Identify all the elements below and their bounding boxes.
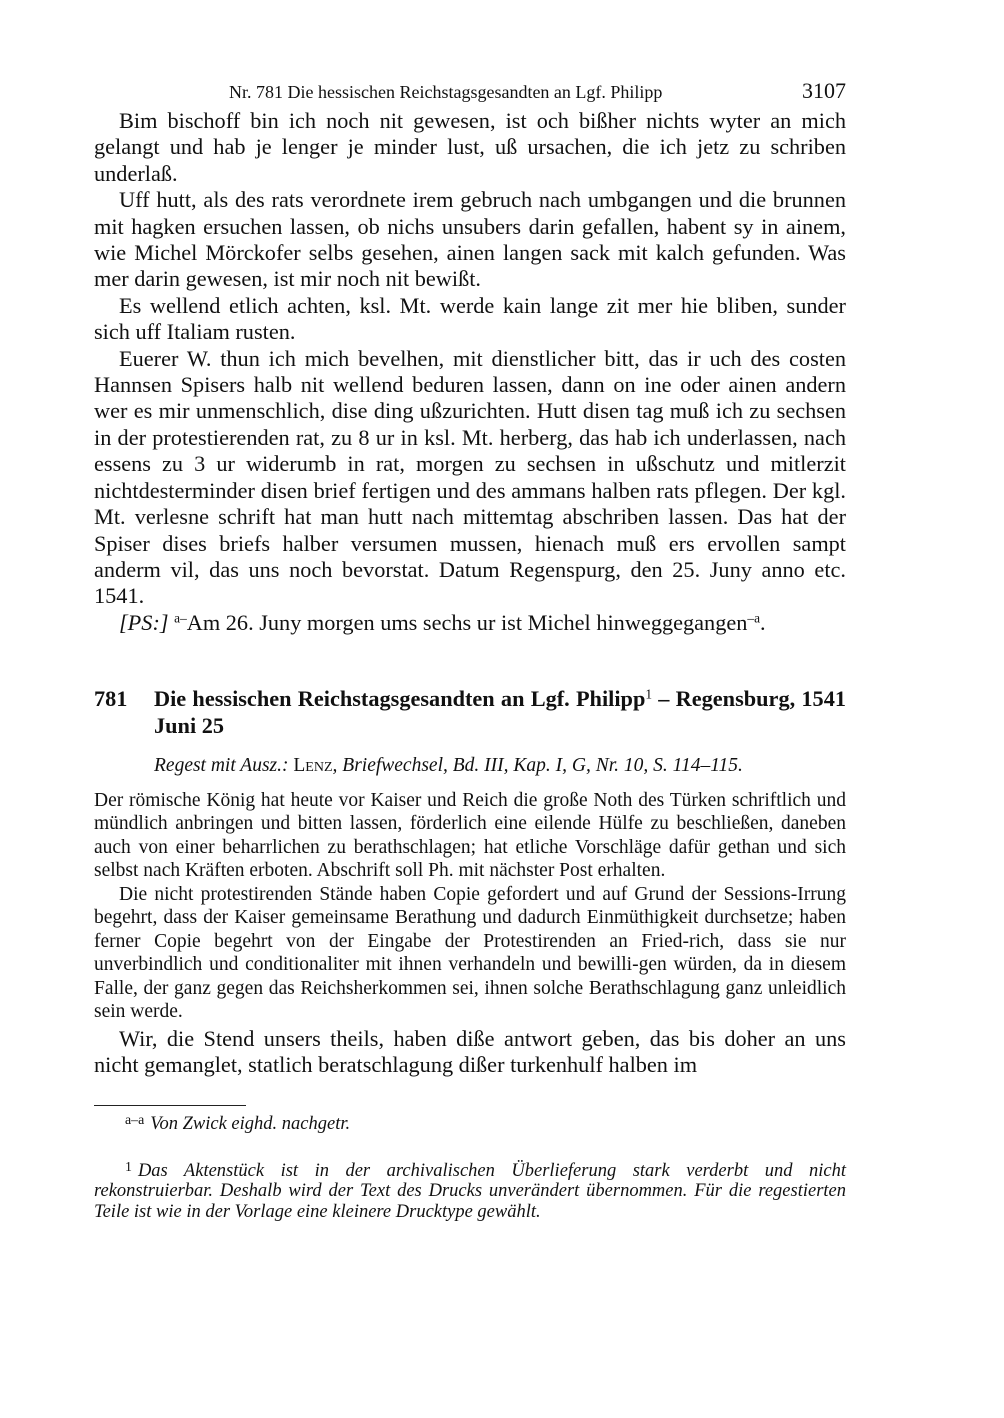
document-heading — [94, 686, 846, 739]
regest — [94, 789, 846, 1024]
paragraph: Es wellend etlich achten, ksl. Mt. werde kain lange zit mer hie bliben, sunder sich uff Italiam rusten. — [94, 292, 846, 345]
footnote-ref-a-open[interactable]: a– — [174, 610, 187, 626]
footnote-a-mark: a–a — [125, 1112, 145, 1128]
ps-text: Am 26. Juny morgen ums sechs ur ist Michel hinweggegangen — [186, 609, 748, 635]
regest-paragraph: Die nicht protestirenden Stände haben Copie gefordert und auf Grund der Sessions-Irrung begehrt, dass der Kaiser gemeinsame Berathung und dadurch Einmüthigkeit durchsetze; haben ferner Copie begehrt von der Eingabe der Protestirenden an Fried-rich, dass sie nur unverbindlich und conditionaliter mit ihnen verhandeln und bewilli-gen würden, da in diesem Falle, der ganz gegen das Reichsherkommen sei, ihnen solche Berathschlagung ganz unleidlich sein werde. — [94, 883, 846, 1023]
letter-end — [94, 108, 846, 636]
document-title-rest: – Regensburg, 1541 Juni 25 — [154, 686, 846, 738]
running-head — [94, 76, 846, 108]
paragraph: Euerer W. thun ich mich bevelhen, mit dienstlicher bitt, das ir uch des costen Hannsen Spisers halb nit wellend beduren lassen, dann on ine oder ainen andern wer es mir unmenschlich, dise ding ußzurichten. Hutt disen tag muß ich zu sechsen in der protestierenden rat, zu 8 ur in ksl. Mt. herberg, das hab ich underlassen, nach essens zu 3 ur widerumb in rat, morgen zu sechsen in ußschutz und mitlerzit nichtdesterminder disen brief fertigen und des ammans halben rats pflegen. Der kgl. Mt. verlesne schrift hat man hutt nach mittemtag abschriben lassen. Das hat der Spiser dises briefs halber versumen mussen, hienach muß ers ervollen sampt anderm vil, das uns noch bevorstat. Datum Regenspurg, den 25. Juny anno etc. 1541. — [94, 345, 846, 609]
footnote-ref-1[interactable]: 1 — [645, 686, 653, 702]
source-label: Regest mit Ausz.: — [154, 754, 289, 776]
document-title-text: Die hessischen Reichstagsgesandten an Lgf. Philipp — [154, 686, 646, 712]
regest-paragraph: Der römische König hat heute vor Kaiser und Reich die große Noth des Türken schriftlich und mündlich anbringen und bitten lassen, förderlich eine eilende Hülfe zu beschließen, daneben auch von einer beharrlichen zu berathschlagen; hat etliche Vorschläge dafür gethan und sich selbst nach Kräften erboten. Abschrift soll Ph. mit nächster Post erhalten. — [94, 789, 846, 882]
paragraph: Bim bischoff bin ich noch nit gewesen, ist och bißher nichts wyter an mich gelangt und hab je lenger je minder lust, uß ursachen, die ich jetz zu schriben underlaß. — [94, 108, 846, 186]
postscript — [94, 610, 846, 636]
source-rest: , Briefwechsel, Bd. III, Kap. I, G, Nr. 10, S. 114–115. — [332, 754, 743, 776]
footnote-1-text: Das Aktenstück ist in der archivalischen Überlieferung stark verderbt und nicht rekonstruierbar. Deshalb wird der Text des Drucks unverändert übernommen. Für die regestierten Teile ist wie in der Vorlage eine kleinere Drucktype gewählt. — [94, 1160, 846, 1223]
footnote-ref-a-close[interactable]: –a — [747, 610, 761, 626]
footnote-1 — [94, 1157, 846, 1224]
footnote-a — [94, 1110, 846, 1135]
ps-label: [PS:] — [119, 609, 169, 635]
ps-end: . — [760, 609, 766, 635]
paragraph: Uff hutt, als des rats verordnete irem gebruch nach umbgangen und die brunnen mit hagken ersuchen lassen, ob nichs unsubers darin gefallen, habent sy in ainem, wie Michel Mörckofer selbs gesehen, ainen langen sack mit kalch gefunden. Was mer darin gewesen, ist mir noch nit bewißt. — [94, 187, 846, 292]
main-text — [94, 1026, 846, 1079]
footnote-divider — [94, 1105, 246, 1106]
running-title: Nr. 781 Die hessischen Reichstagsgesandten an Lgf. Philipp — [229, 82, 663, 102]
document-number: 781 — [94, 686, 128, 712]
footnote-1-mark: 1 — [125, 1159, 132, 1175]
document-title — [154, 686, 846, 739]
footnote-a-text: Von Zwick eighd. nachgetr. — [150, 1113, 351, 1134]
source-reference — [154, 755, 846, 777]
page-number: 3107 — [802, 78, 846, 103]
page — [94, 76, 846, 1223]
source-author: Lenz — [293, 754, 333, 776]
paragraph: Wir, die Stend unsers theils, haben diße antwort geben, das bis doher an uns nicht gemanglet, statlich beratschlagung dißer turkenhulf halben im — [94, 1025, 846, 1078]
